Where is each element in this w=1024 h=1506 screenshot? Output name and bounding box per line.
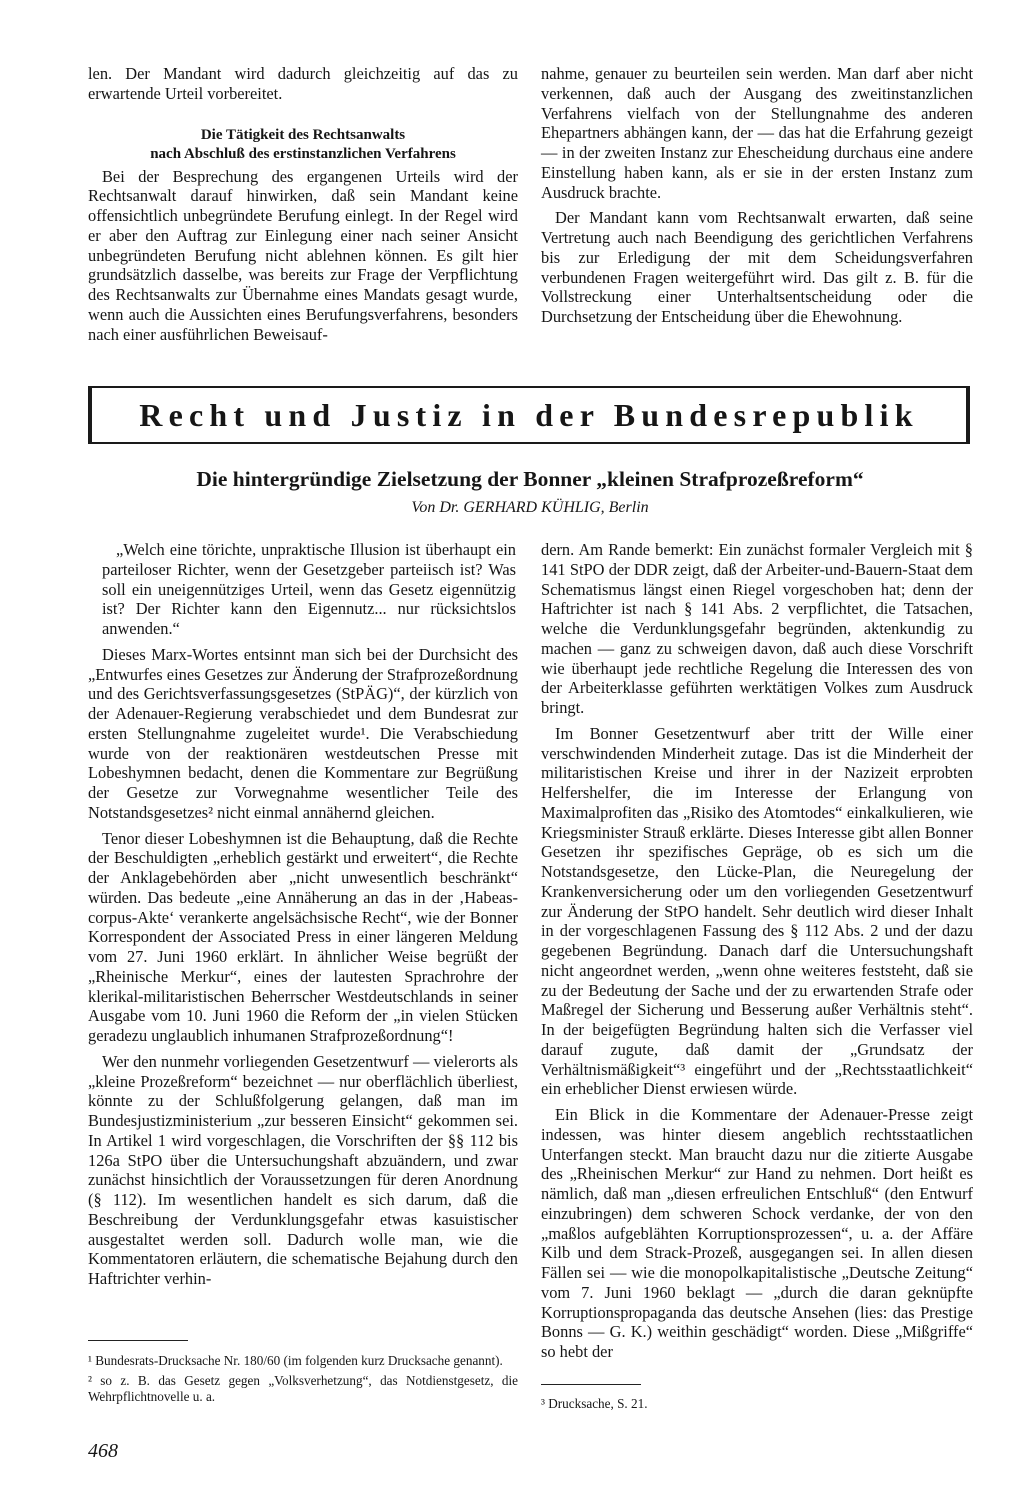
section-heading: [88, 126, 518, 164]
section-banner: [88, 386, 970, 444]
footnote-rule: [88, 1340, 188, 1341]
section-heading-line-2: nach Abschluß des erstinstanzlichen Verfahrens: [150, 145, 456, 162]
footnote-2: ² so z. B. das Gesetz gegen „Volksverhetzung“, das Notdienstgesetz, die Wehrpflichtnovelle u. a.: [88, 1373, 518, 1404]
footnotes-right: [541, 1396, 973, 1412]
section-banner-title: Recht und Justiz in der Bundesrepublik: [139, 396, 919, 433]
paragraph: nahme, genauer zu beurteilen sein werden. Man darf aber nicht verkennen, daß auch der Ausgang des zweitinstanzlichen Verfahrens vielfach von der Stellungnahme des anderen Ehepartners abhängen kann, der — das hat die Erfahrung gezeigt — in der zweiten Instanz zur Ehescheidung durchaus eine andere Einstellung haben kann, als er sie in der ersten Instanz zum Ausdruck brachte.: [541, 64, 973, 202]
quote-text: „Welch eine törichte, unpraktische Illusion ist überhaupt ein parteiloser Richter, wenn der Gesetzgeber parteiisch ist? Was soll ein uneigennütziges Urteil, wenn das Gesetz eigennützig ist? Der Richter kann den Eigennutz... nur rücksichtslos anwenden.“: [102, 540, 516, 638]
page-number: 468: [88, 1440, 118, 1462]
top-right-column: [541, 64, 973, 327]
section-heading-line-1: Die Tätigkeit des Rechtsanwalts: [200, 126, 406, 143]
marx-quote: [88, 540, 518, 639]
paragraph: len. Der Mandant wird dadurch gleichzeitig auf das zu erwartende Urteil vorbereitet.: [88, 64, 518, 103]
article-byline: Von Dr. GERHARD KÜHLIG, Berlin: [411, 499, 649, 516]
footnote-3: ³ Drucksache, S. 21.: [541, 1396, 648, 1411]
paragraph: Wer den nunmehr vorliegenden Gesetzentwurf — vielerorts als „kleine Prozeßreform“ bezeichnet — nur oberflächlich überliest, könnte zu der Schlußfolgerung gelangen, daß man im Bundesjustizministerium „zur besseren Einsicht“ gekommen sei. In Artikel 1 wird vorgeschlagen, die Vorschriften der §§ 112 bis 126a StPO über die Untersuchungshaft abzuändern, und zwar zunächst hinsichtlich der Voraussetzungen für deren Anordnung (§ 112). Im wesentlichen handelt es sich darum, daß die Beschreibung der Verdunklungsgefahr etwas kasuistischer ausgestaltet werden soll. Dadurch wolle man, wie die Kommentatoren erläutern, die schematische Bejahung durch den Haftrichter verhin-: [88, 1051, 518, 1288]
footnote-rule: [541, 1384, 641, 1385]
article-title: Die hintergründige Zielsetzung der Bonner „kleinen Strafprozeßreform“: [196, 467, 864, 491]
footnotes-left: [88, 1353, 518, 1405]
top-left-column: [88, 64, 518, 344]
paragraph: Ein Blick in die Kommentare der Adenauer-Presse zeigt indessen, was hinter diesem angeblich rechtsstaatlichen Unterfangen steckt. Man braucht dazu nur die zitierte Ausgabe des „Rheinischen Merkur“ zur Hand zu nehmen. Dort heißt es nämlich, daß man „diesen erfreulichen Entschluß“ (den Entwurf einzubringen) dem schweren Schock verdanke, der von den „maßlos aufgeblähten Korruptionsprozessen“, u. a. der Affäre Kilb und dem Strack-Prozeß, ausgegangen sei. In allen diesen Fällen sei — wie die monopolkapitalistische „Deutsche Zeitung“ vom 7. Juni 1960 beklagt — „durch die daran geknüpfte Korruptionspropaganda das deutsche Ansehen (lies: das Prestige Bonns — G. K.) weithin geschädigt“ worden. Diese „Mißgriffe“ so hebt der: [541, 1105, 973, 1361]
footnote-1: ¹ Bundesrats-Drucksache Nr. 180/60 (im folgenden kurz Drucksache genannt).: [88, 1353, 503, 1368]
paragraph: Tenor dieser Lobeshymnen ist die Behauptung, daß die Rechte der Beschuldigten „erheblich gestärkt und erweitert“, die Rechte der Anklagebehörden aber „nicht unwesentlich beschränkt“ würden. Das bedeute „eine Annäherung an das in der ‚Habeas-corpus-Akte‘ verankerte angelsächsische Recht“, wie der Bonner Korrespondent der Associated Press in einer längeren Meldung vom 27. Juni 1960 erklärt. In ähnlicher Weise begrüßt der „Rheinische Merkur“, eines der lautesten Sprachrohre der klerikal-militaristischen Beherrscher Westdeutschlands in seiner Ausgabe vom 10. Juni 1960 die Reform der „in vielen Stücken geradezu unglaublich inhumanen Strafprozeßordnung“!: [88, 828, 518, 1045]
paragraph: Bei der Besprechung des ergangenen Urteils wird der Rechtsanwalt darauf hinwirken, daß sein Mandant keine offensichtlich unbegründete Berufung einlegt. In der Regel wird er aber den Auftrag zur Einlegung einer nach seiner Ansicht unbegründeten Berufung nicht ablehnen können. Es gilt hier grundsätzlich dasselbe, was bereits zur Frage der Verpflichtung des Rechtsanwalts zur Übernahme eines Mandats gesagt wurde, wenn auch die Aussichten eines Berufungsverfahrens, besonders nach einer ausführlichen Beweisauf-: [88, 166, 518, 344]
paragraph: Dieses Marx-Wortes entsinnt man sich bei der Durchsicht des „Entwurfes eines Gesetzes zur Änderung der Strafprozeßordnung und des Gerichtsverfassungsgesetzes (StPÄG)“, der kürzlich von der Adenauer-Regierung verabschiedet und dem Bundesrat zur ersten Stellungnahme zugeleitet wurde¹. Die Verabschiedung wurde von der reaktionären westdeutschen Presse mit Lobeshymnen bedacht, denen die Kommentare zur Begrüßung der Gesetze zur Vorwegnahme wesentlicher Teile des Notstandsgesetzes² nicht einmal annähernd gleichen.: [88, 644, 518, 822]
article-right-column: [541, 540, 973, 1362]
paragraph: dern. Am Rande bemerkt: Ein zunächst formaler Vergleich mit § 141 StPO der DDR zeigt, daß der Arbeiter-und-Bauern-Staat dem Schematismus längst einen Riegel vorgeschoben hat; denn der Haftrichter ist nach § 141 Abs. 2 verpflichtet, die Tatsachen, welche die Verdunklungsgefahr begründen, aktenkundig zu machen — ganz zu schweigen davon, daß auch diese Vorschrift wie überhaupt jede rechtliche Regelung die Interessen des von der Arbeiterklasse geführten werktätigen Volkes zum Ausdruck bringt.: [541, 540, 973, 717]
article-left-column: [88, 540, 518, 1289]
paragraph: Der Mandant kann vom Rechtsanwalt erwarten, daß seine Vertretung auch nach Beendigung des gerichtlichen Verfahrens bis zur Erledigung der mit dem Scheidungsverfahren verbundenen Fragen weitergeführt wird. Das gilt z. B. für die Vollstreckung einer Unterhaltsentscheidung oder die Durchsetzung der Entscheidung über die Ehewohnung.: [541, 208, 973, 326]
paragraph: Im Bonner Gesetzentwurf aber tritt der Wille einer verschwindenden Minderheit zutage. Das ist die Minderheit der militaristischen Kreise und ihrer in der Nazizeit erprobten Helfershelfer, die im Interesse der Erlangung von Maximalprofiten das „Risiko des Atomtodes“ einkalkulieren, wie Kriegsminister Strauß erklärte. Dieses Interesse gibt allen Bonner Gesetzen ihr spezifisches Gepräge, ob es sich um die Notstandsgesetze, den Lücke-Plan, die Neuregelung der Krankenversicherung oder um den vorliegenden Gesetzentwurf zur Änderung der StPO handelt. Sehr deutlich wird dieser Inhalt in der vorgeschlagenen Fassung des § 112 Abs. 2 und der dazu gegebenen Begründung. Danach darf die Untersuchungshaft nicht angeordnet werden, „wenn ohne weiteres feststeht, daß sie zu der Bedeutung der Sache und der zu erwartenden Strafe oder Maßregel der Sicherung und Besserung außer Verhältnis steht“. In der beigefügten Begründung halten sich die Verfasser viel darauf zugute, daß damit der „Grundsatz der Verhältnismäßigkeit“³ eingeführt und der „Rechtsstaatlichkeit“ ein erheblicher Dienst erwiesen würde.: [541, 723, 973, 1099]
